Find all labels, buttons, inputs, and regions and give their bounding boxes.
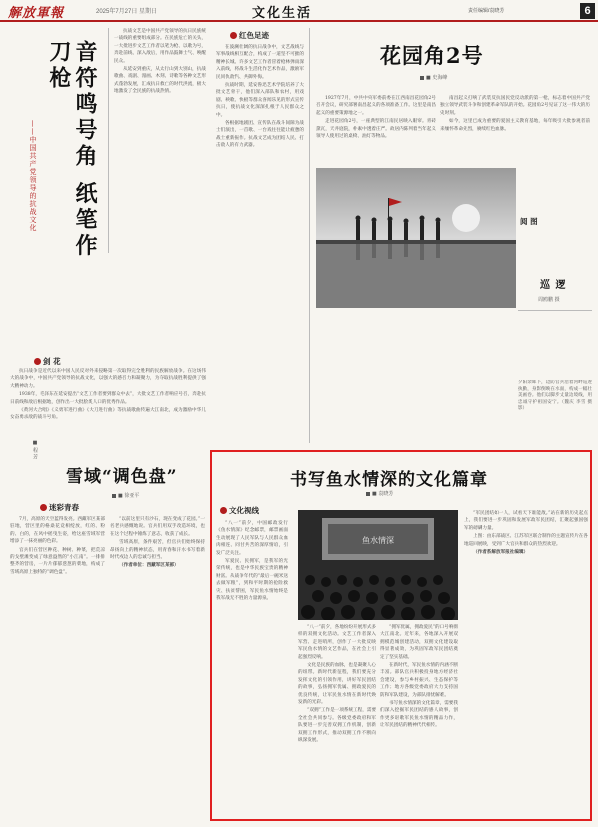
snow-body-left (10, 516, 105, 816)
garden-author-name: ■ 史海峰 (426, 75, 448, 81)
sword-paragraph: 抗日战争是近代以来中国人民反对外来侵略第一次取得完全胜利的民族解放战争。在这场伟大的战争中，中国共产党领导的抗战文化，以强大的感召力和凝聚力，为夺取抗战胜利提供了强大精神动力。 (10, 369, 206, 389)
camo-icon (40, 504, 47, 511)
inspect-caption: 夕阳余晖下，边防官兵沿着河畔巡逻执勤，身影倒映在水面，构成一幅壮美画卷。他们以脚步丈量边境线，用忠诚守护祖国安宁。（魏庆 李雪 摄影） (518, 380, 592, 411)
main-photo (298, 510, 458, 620)
garden-paragraph: 如今，这里已成为重要的爱国主义教育基地，每年吸引大批参观者前来缅怀革命先烈，赓续红色血脉。 (440, 119, 590, 132)
main-body-col4 (464, 510, 588, 816)
snow-end-author: （作者单位：西藏军区某部） (119, 563, 179, 569)
main-author (366, 490, 393, 497)
inspect-title: 巡 逻 (540, 280, 567, 291)
main-photo-image (298, 510, 458, 620)
sword-kicker-label: 剑 花 (43, 357, 61, 366)
main-paragraph: “军民团结如一人，试看天下谁能敌。”站在新的历史起点上，我们要进一步巩固和发展军政军民团结，汇聚起强国强军的磅礴力量。 (464, 511, 588, 531)
main-body-col2 (298, 624, 376, 816)
garden-body-left (316, 95, 436, 165)
main-paragraph: 上图：由东部战区、江苏军区联合制作的主题宣传片在各地巡回展映，受到广大官兵和群众的热烈欢迎。 (464, 534, 588, 547)
red-paragraph: 抗战时期，延安鲁迅艺术学院培养了大批文艺骨干，他们深入部队和农村，用戏剧、秧歌、快板等群众喜闻乐见的形式宣传抗日，使抗战文化深深扎根于人民群众之中。 (216, 83, 304, 118)
garden-author (420, 74, 447, 81)
article1-paragraph: 从延安到重庆，从太行山到大别山，抗战歌曲、戏剧、漫画、木刻、诗歌等各种文艺形式蓬勃发展，汇成抗日救亡的时代洪流，极大地激发了全民族的抗战热情。 (114, 67, 206, 95)
article1-divider (108, 28, 109, 253)
snow-paragraph: 雪域高原，条件艰苦，但官兵们始终保持昂扬向上的精神状态，用青春和汗水书写着新时代戍边人的忠诚与担当。 (110, 540, 205, 561)
red-paragraph: 各根据地剧团、宣传队在战斗间隙为战士们演出，一首歌、一台戏往往能让疲惫的战士重新振作。抗战文艺成为团结人民、打击敌人的有力武器。 (216, 121, 304, 149)
page-number: 6 (580, 3, 595, 19)
main-author-name: ■ 袁晓芳 (372, 491, 394, 497)
sword-paragraph: 1938年，毛泽东在延安提出“文艺工作者要到群众中去”，大批文艺工作者响应号召，奔赴抗日前线和敌后根据地，创作出一大批脍炙人口的优秀作品。 (10, 392, 206, 405)
newspaper-logo: 解放軍報 (8, 6, 65, 21)
red-paragraph: 在波澜壮阔的抗日战争中，文艺战线与军事战线相互配合，构成了一道坚不可摧的精神长城。许多文艺工作者冒着枪林弹雨深入前线，将战斗生活化作艺术作品，激励军民同仇敌忾、共御外侮。 (216, 45, 304, 80)
main-kicker (220, 505, 259, 516)
sword-body (10, 368, 206, 433)
inspect-kicker (520, 216, 538, 227)
red-body (216, 44, 304, 444)
byline-square-icon (420, 76, 424, 80)
editor-credit: 责任编辑/袁晓芳 (468, 8, 505, 14)
snow-kicker-label: 迷彩青春 (49, 503, 79, 512)
main-paragraph: 军爱民、民拥军，是我军的光荣传统，也是中华民族宝贵的精神财富。从战争年代的“最后一碗米送去做军粮”，到和平时期的抢险救灾、扶贫帮困，军民鱼水情始终是我军战无不胜的力量源泉。 (216, 559, 288, 602)
main-paragraph: “拥军优属，拥政爱民”的口号响彻大江南北。近年来，各地深入开展双拥模范城创建活动，双拥文化建设取得显著成效，为巩固军政军民团结奠定了坚实基础。 (380, 625, 458, 660)
snow-author (112, 492, 139, 499)
sword-paragraph: 《黄河大合唱》《义勇军进行曲》《大刀进行曲》等抗战歌曲传遍大江南北，成为激励中华儿女奋勇杀敌的战斗号角。 (10, 408, 206, 421)
main-kicker-label: 文化视线 (229, 506, 259, 515)
red-kicker (230, 30, 269, 41)
main-end-author: （作者系解放军报社编辑） (473, 550, 529, 556)
snow-paragraph: “以前这里只有沙石，现在变成了花园。”一名老兵感慨地说。官兵们用双手改造环境，也在这个过程中锤炼了意志，收获了成长。 (110, 517, 205, 537)
main-body-col1 (216, 520, 288, 815)
main-paragraph: 书写鱼水情深的文化篇章，需要我们深入挖掘军民团结的感人故事，创作更多讴歌军民鱼水情的精品力作，让军民团结的精神代代相传。 (380, 701, 458, 729)
byline-square-icon (112, 494, 116, 498)
main-paragraph: “八一”前夕，中国邮政发行《鱼水情深》纪念邮票，邮票画面生动展现了人民军队与人民群众血肉相连、同甘共苦的深厚情谊，引发广泛关注。 (216, 521, 288, 556)
garden-paragraph: 走进花园角2号，一座典型的江南民居映入眼帘。青砖黛瓦，天井庭院，朴素中透着庄严。故居内陈列着当年起义领导人使用过的桌椅、油灯等物品。 (316, 119, 436, 140)
main-paragraph: 文化是民族的血脉，也是凝聚人心的纽带。新时代新征程，我们要充分发挥文化的引领作用，讲好军民团结的故事，弘扬拥军优属、拥政爱民的优良传统，让军民鱼水情在新时代焕发新的光彩。 (298, 663, 376, 706)
sword-kicker (34, 356, 61, 367)
column-divider (309, 28, 310, 443)
article1-author: ■ 程 芳 (32, 440, 38, 460)
main-photo-screen-text: 鱼水情深 (362, 536, 394, 545)
culture-icon (220, 507, 227, 514)
dateline: 2025年7月27日 星期日 (96, 9, 158, 15)
snow-author-name: ■ 徐亚平 (118, 493, 140, 499)
inspect-divider (518, 310, 592, 311)
main-paragraph: 在新时代，军民鱼水情的内涵不断丰富。部队官兵积极投身地方经济社会建设，参与乡村振兴、生态保护等工作；地方各级党委政府大力支持国防和军队建设，为部队排忧解难。 (380, 663, 458, 698)
patrol-photo (316, 168, 516, 308)
red-flag-icon (230, 32, 237, 39)
snow-title: 雪域“调色盘” (66, 467, 178, 487)
byline-square-icon (366, 492, 370, 496)
garden-title: 花园角2号 (380, 43, 484, 68)
main-paragraph: “八一”前夕，各地纷纷开展形式多样的双拥文化活动。文艺工作者深入军营、走进哨所，创作了一大批反映军民鱼水情的文艺作品，在社会上引起强烈反响。 (298, 625, 376, 660)
main-paragraph: “双拥”工作是一项系统工程，需要全社会共同参与。各级党委政府和军队要进一步完善双拥工作机制，创新双拥工作形式，推动双拥工作不断向纵深发展。 (298, 708, 376, 744)
snow-body-right (110, 516, 205, 816)
inspect-kicker-label: 阅 图 (520, 217, 538, 226)
article1-paragraph: 抗战文艺是中国共产党领导的抗日民族统一战线的重要组成部分。在民族危亡的关头，一大批进步文艺工作者以笔为枪、以歌为号，奔赴前线、深入敌后，用作品鼓舞士气、唤醒民众。 (114, 29, 206, 64)
main-body-col3 (380, 624, 458, 816)
masthead (0, 0, 598, 22)
garden-paragraph: 1927年7月，中共中央军委前委在江西南昌花园角2号召开会议，研究部署南昌起义的各项准备工作。这里是南昌起义的重要策源地之一。 (316, 96, 436, 116)
inspect-author: 周鸥鹏 摄 (538, 297, 560, 303)
main-title: 书写鱼水情深的文化篇章 (290, 470, 488, 490)
article1-body (114, 28, 206, 253)
sword-icon (34, 358, 41, 365)
patrol-photo-image (316, 168, 516, 308)
red-kicker-label: 红色足迹 (239, 31, 269, 40)
article1-subtitle: ——中国共产党领导的抗战文化 (29, 120, 37, 232)
snow-paragraph: 7月，高原的天空蓝得发亮。西藏军区某部驻地，营区里的格桑花竞相绽放，红的、粉的、白的，在风中摇曳生姿，给这座雪域军营增添了一抹亮丽的色彩。 (10, 517, 105, 545)
garden-paragraph: 南昌起义打响了武装反抗国民党反动派的第一枪，标志着中国共产党独立领导武装斗争和创建革命军队的开始。花园角2号见证了这一伟大的历史时刻。 (440, 96, 590, 116)
article1-title: 音符鸣号角 纸笔作刀枪 (46, 40, 98, 260)
snow-paragraph: 官兵们在营区种花、种树、种菜，把荒凉的戈壁滩变成了绿意盎然的“小江南”。一排排整齐的营房，一片片郁郁葱葱的菜地，构成了雪域高原上独特的“调色盘”。 (10, 547, 105, 575)
snow-kicker (40, 502, 79, 513)
section-title: 文化生活 (252, 6, 313, 21)
